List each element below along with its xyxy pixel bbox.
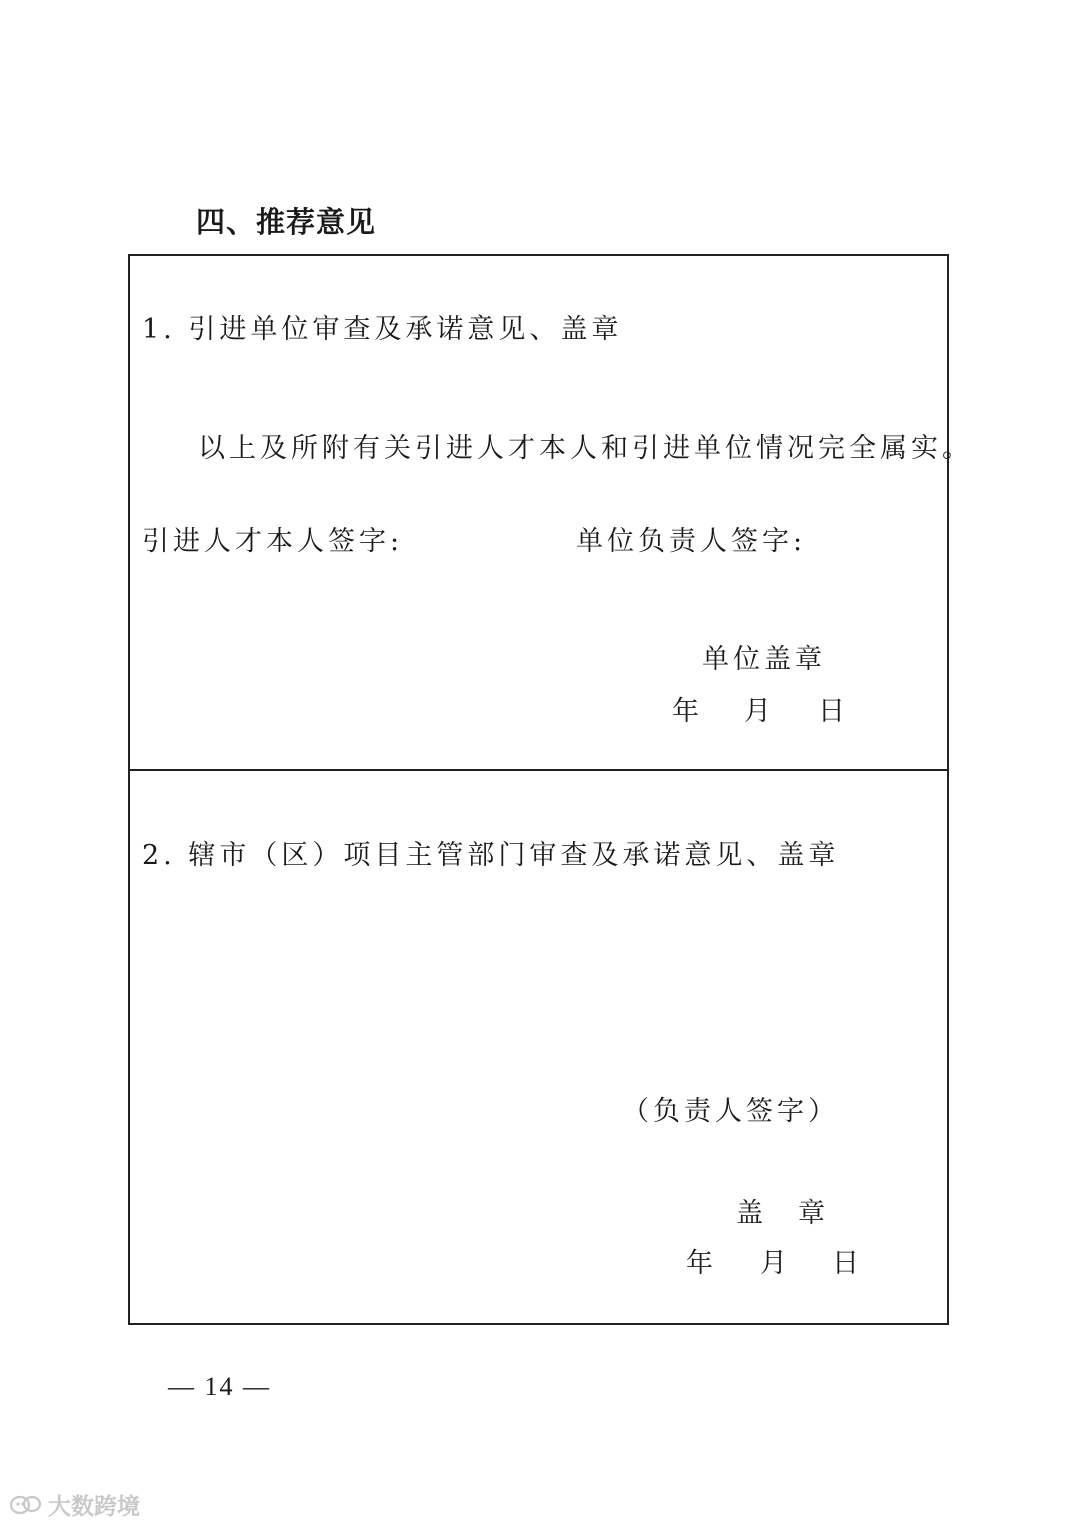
part2-heading: 2. 辖市（区）项目主管部门审查及承诺意见、盖章	[142, 840, 840, 871]
part1-day: 日	[818, 696, 849, 727]
watermark	[8, 1488, 140, 1521]
section-title: 四、推荐意见	[196, 205, 377, 239]
part2-month: 月	[760, 1248, 791, 1279]
part1-month: 月	[744, 696, 775, 727]
department-seal-label: 盖 章	[736, 1198, 829, 1229]
watermark-text: 大数跨境	[48, 1494, 140, 1520]
page-number: — 14 —	[168, 1372, 271, 1401]
unit-seal-label: 单位盖章	[702, 644, 826, 675]
leader-signature-label: 单位负责人签字:	[576, 526, 807, 557]
part1-year: 年	[672, 696, 703, 727]
part1-heading: 1. 引进单位审查及承诺意见、盖章	[142, 314, 623, 345]
watermark-logo-icon	[8, 1493, 44, 1517]
talent-signature-label: 引进人才本人签字:	[142, 526, 404, 557]
part1-statement: 以上及所附有关引进人才本人和引进单位情况完全属实。	[198, 433, 973, 464]
part2-day: 日	[832, 1248, 863, 1279]
part2-year: 年	[686, 1248, 717, 1279]
responsible-signature-label: （负责人签字）	[622, 1096, 839, 1127]
